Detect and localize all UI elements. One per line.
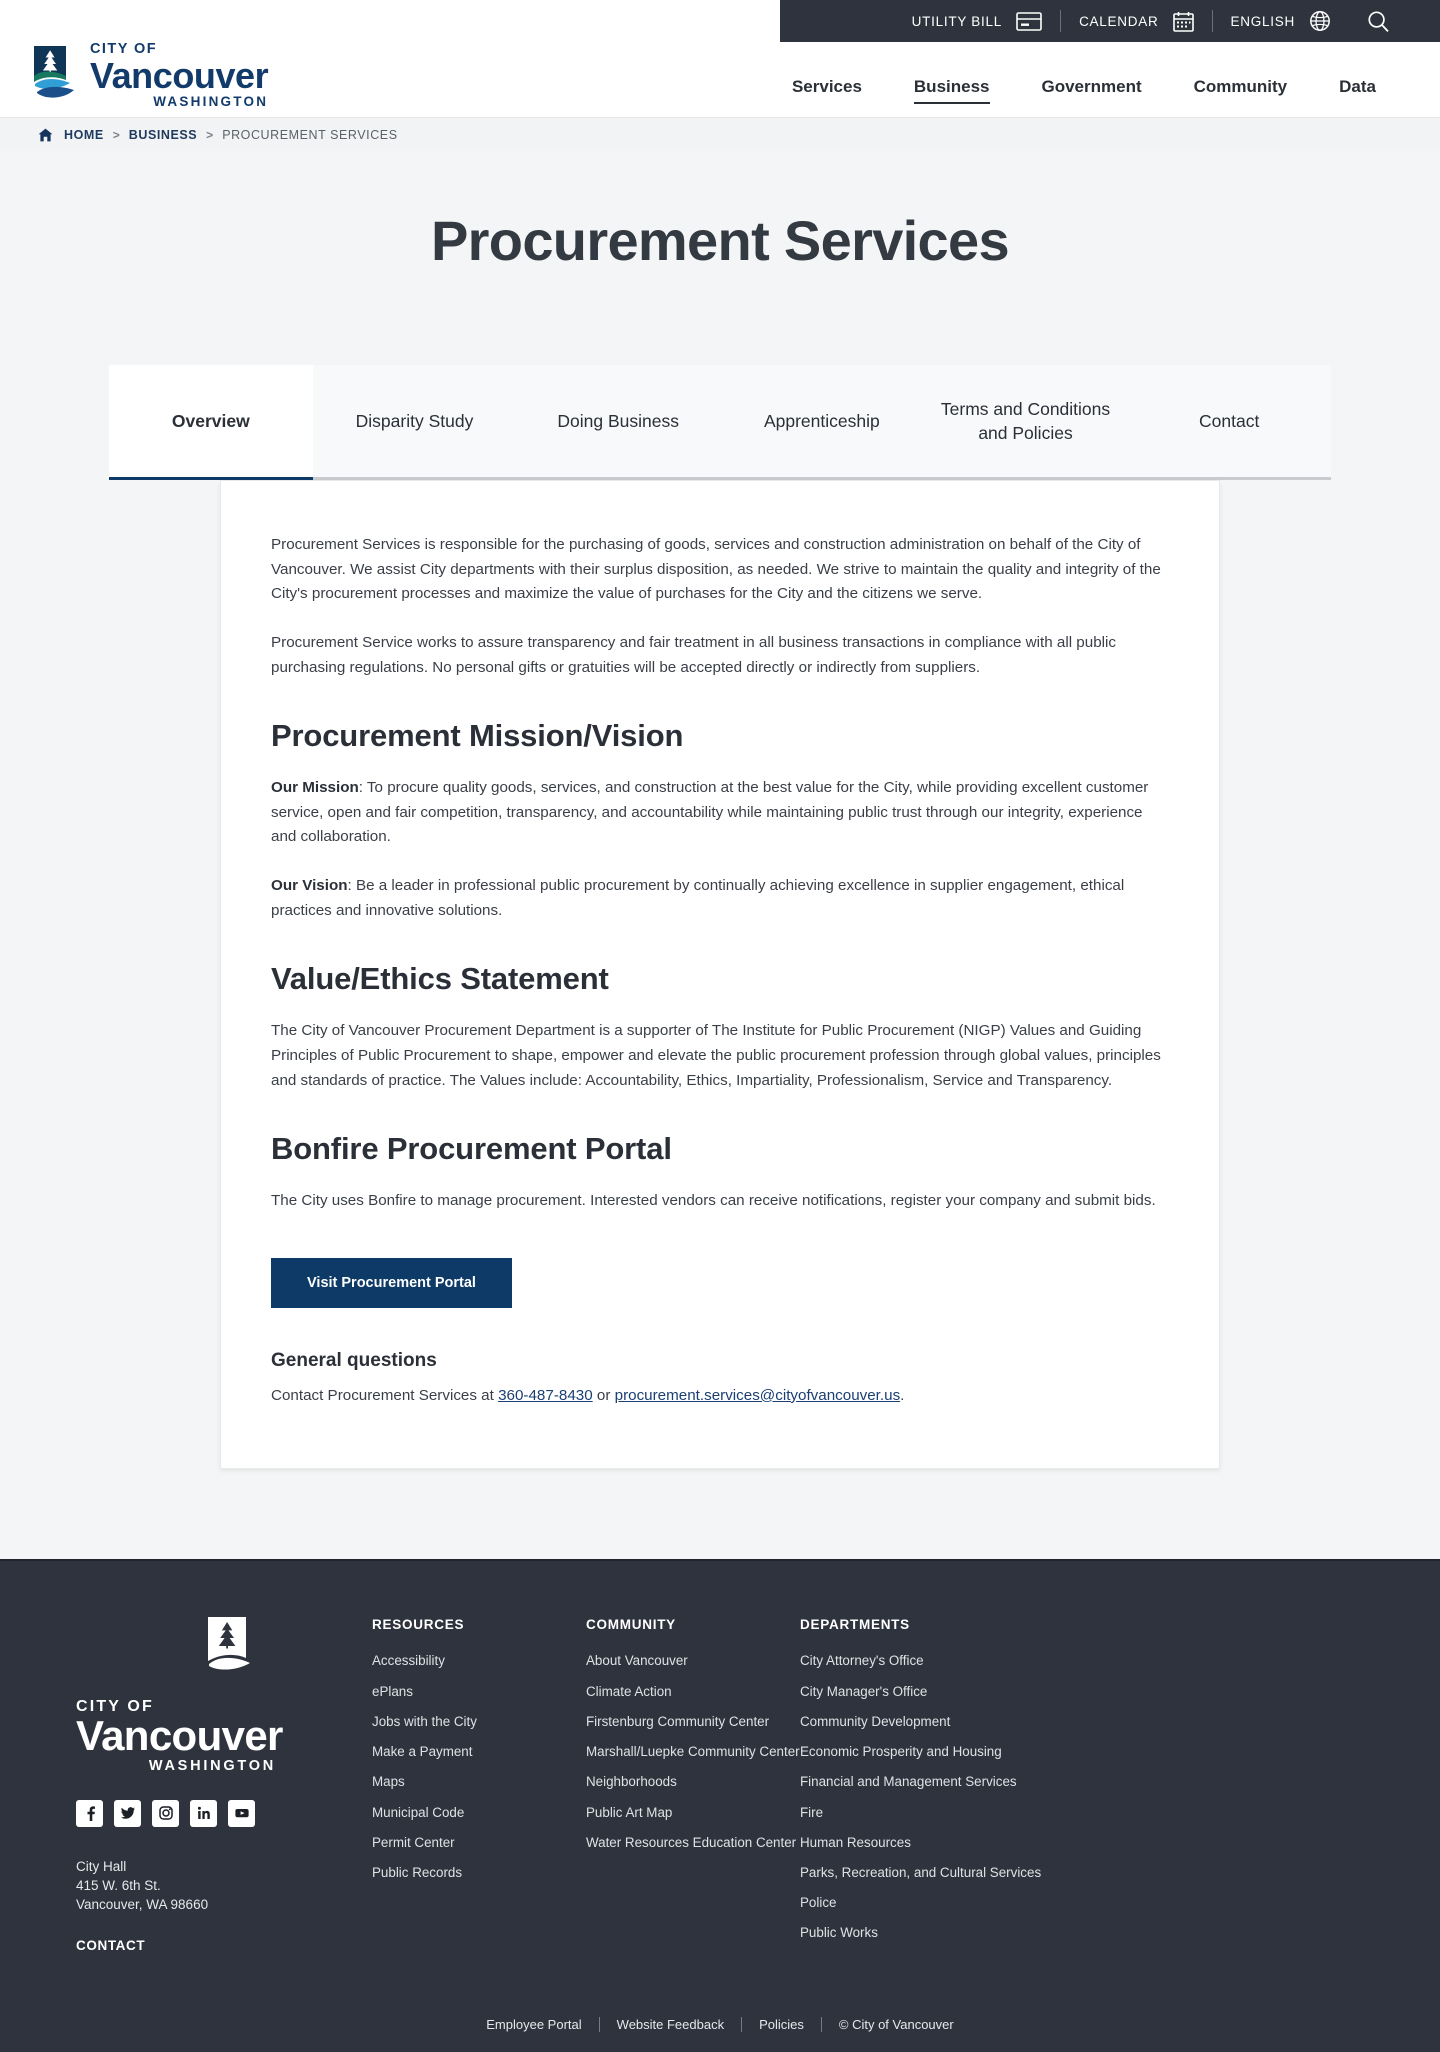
- main-navigation: [766, 71, 1402, 103]
- contact-paragraph: [271, 1384, 1169, 1409]
- footer-link-about-vancouver[interactable]: About Vancouver: [586, 1653, 688, 1669]
- tab-terms-and-conditions-and-policies[interactable]: Terms and Conditions and Policies: [924, 365, 1128, 477]
- nav-item-services[interactable]: Services: [791, 76, 862, 96]
- tab-contact[interactable]: Contact: [1127, 365, 1331, 477]
- breadcrumb-current: PROCUREMENT SERVICES: [222, 127, 398, 142]
- footer-vancouver: Vancouver: [76, 1712, 283, 1760]
- footer-link-marshall-luepke-community-center[interactable]: Marshall/Luepke Community Center: [586, 1744, 800, 1760]
- ethics-paragraph: The City of Vancouver Procurement Department is a supporter of The Institute for Public Procurement (NIGP) Values and Guiding Principles of Public Procurement to shape, empower and elevate the public procurement profession through global values, principles and standards of practice. The Values include: Accountability, Ethics, Impartiality, Professionalism, Service and Transparency.: [271, 1022, 1161, 1089]
- footer-bottom-bar: [0, 1999, 1440, 2052]
- footer-link-parks-recreation-and-cultural-services[interactable]: Parks, Recreation, and Cultural Services: [800, 1865, 1042, 1881]
- footer-link-climate-action[interactable]: Climate Action: [586, 1683, 672, 1699]
- footer-link-accessibility[interactable]: Accessibility: [372, 1653, 445, 1669]
- language-selector[interactable]: [1213, 10, 1349, 32]
- nav-item-data[interactable]: Data: [1339, 76, 1376, 96]
- tab-disparity-study[interactable]: Disparity Study: [313, 365, 517, 477]
- address-line-2: 415 W. 6th St.: [76, 1878, 161, 1894]
- page-hero: [0, 151, 1440, 365]
- bonfire-paragraph: The City uses Bonfire to manage procurement. Interested vendors can receive notifications, register your company and submit bids.: [271, 1192, 1156, 1210]
- social-links: [76, 1800, 372, 1827]
- globe-icon: [1309, 10, 1331, 32]
- footer-link-public-records[interactable]: Public Records: [372, 1865, 463, 1881]
- logo-wordmark: [90, 42, 268, 108]
- footer-link-public-works[interactable]: Public Works: [800, 1925, 878, 1941]
- logo-vancouver: Vancouver: [90, 54, 269, 96]
- utility-items: [894, 10, 1408, 33]
- search-icon: [1367, 10, 1390, 33]
- breadcrumb-separator-2: >: [206, 127, 214, 142]
- footer-link-firstenburg-community-center[interactable]: Firstenburg Community Center: [586, 1713, 770, 1729]
- instagram-icon[interactable]: [152, 1800, 179, 1827]
- footer-washington: WASHINGTON: [148, 1758, 276, 1775]
- footer-address: [76, 1857, 372, 1914]
- nav-item-community[interactable]: Community: [1193, 76, 1288, 96]
- linkedin-icon[interactable]: [190, 1800, 217, 1827]
- search-button[interactable]: [1349, 10, 1408, 33]
- vision-text: : Be a leader in professional public procurement by continually achieving excellence in supplier engagement, ethical practices and innovative solutions.: [271, 877, 1125, 919]
- utility-bill-label: UTILITY BILL: [911, 13, 1003, 29]
- breadcrumb-home[interactable]: HOME: [64, 127, 104, 142]
- footer-column-community: [586, 1617, 800, 1956]
- mission-paragraph: [271, 776, 1169, 850]
- footer-link-make-a-payment[interactable]: Make a Payment: [372, 1744, 473, 1760]
- language-label: ENGLISH: [1230, 13, 1295, 29]
- calendar-icon: [1173, 11, 1194, 32]
- footer-column-resources: [372, 1617, 586, 1956]
- footer-link-municipal-code[interactable]: Municipal Code: [372, 1804, 465, 1820]
- footer-link-police[interactable]: Police: [800, 1895, 837, 1911]
- utility-bill-link[interactable]: [894, 12, 1060, 31]
- utility-bar: [780, 0, 1440, 42]
- footer-link-eplans[interactable]: ePlans: [372, 1683, 413, 1699]
- mission-vision-heading: Procurement Mission/Vision: [271, 718, 684, 754]
- breadcrumb-separator-1: >: [112, 127, 120, 142]
- intro-paragraph-2: Procurement Service works to assure transparency and fair treatment in all business transactions in compliance with all public purchasing regulations. No personal gifts or gratuities will be accepted directly or indirectly from suppliers.: [271, 633, 1116, 676]
- breadcrumb-business[interactable]: BUSINESS: [128, 127, 198, 142]
- calendar-label: CALENDAR: [1079, 13, 1159, 29]
- footer-link-jobs-with-the-city[interactable]: Jobs with the City: [372, 1713, 477, 1729]
- footer-copyright: © City of Vancouver: [838, 2016, 954, 2032]
- footer-brand: [72, 1617, 372, 1956]
- footer-link-city-attorneys-office[interactable]: City Attorney's Office: [800, 1653, 924, 1669]
- contact-phone-link[interactable]: 360-487-8430: [498, 1386, 593, 1404]
- footer-columns: [40, 1617, 1400, 1956]
- footer-bottom-website-feedback[interactable]: Website Feedback: [616, 2016, 725, 2032]
- footer-bottom-employee-portal[interactable]: Employee Portal: [486, 2016, 582, 2032]
- tab-apprenticeship[interactable]: Apprenticeship: [720, 365, 924, 477]
- nav-item-government[interactable]: Government: [1041, 76, 1142, 96]
- youtube-icon[interactable]: [228, 1800, 255, 1827]
- tab-list: [109, 365, 1331, 480]
- logo-washington: WASHINGTON: [153, 94, 269, 110]
- footer-heading-community: COMMUNITY: [586, 1617, 676, 1633]
- content-region: [0, 480, 1440, 1559]
- tab-doing-business[interactable]: Doing Business: [516, 365, 720, 477]
- vancouver-crest-icon: [30, 46, 80, 104]
- site-footer: [0, 1559, 1440, 2051]
- footer-link-human-resources[interactable]: Human Resources: [800, 1834, 911, 1850]
- footer-heading-departments: DEPARTMENTS: [800, 1617, 910, 1633]
- footer-column-departments: [800, 1617, 1070, 1956]
- visit-procurement-portal-button[interactable]: Visit Procurement Portal: [271, 1258, 512, 1308]
- footer-heading-resources: RESOURCES: [372, 1617, 465, 1633]
- footer-link-maps[interactable]: Maps: [372, 1774, 405, 1790]
- footer-bottom-policies[interactable]: Policies: [759, 2016, 804, 2032]
- vision-paragraph: [271, 874, 1169, 923]
- ethics-heading: Value/Ethics Statement: [271, 961, 609, 997]
- footer-link-permit-center[interactable]: Permit Center: [372, 1834, 455, 1850]
- footer-link-neighborhoods[interactable]: Neighborhoods: [586, 1774, 677, 1790]
- nav-item-business[interactable]: Business: [888, 71, 1016, 103]
- twitter-icon[interactable]: [114, 1800, 141, 1827]
- footer-link-financial-and-management-services[interactable]: Financial and Management Services: [800, 1774, 1017, 1790]
- contact-email-link[interactable]: procurement.services@cityofvancouver.us: [614, 1386, 901, 1404]
- footer-wordmark: [76, 1698, 283, 1775]
- general-questions-heading: General questions: [271, 1349, 437, 1371]
- address-line-3: Vancouver, WA 98660: [76, 1897, 209, 1913]
- vision-label: Our Vision: [271, 877, 348, 894]
- site-logo[interactable]: [30, 42, 268, 108]
- footer-city-of: CITY OF: [76, 1698, 154, 1716]
- footer-contact-link[interactable]: CONTACT: [76, 1938, 146, 1954]
- overview-panel: [220, 480, 1220, 1469]
- contact-suffix: .: [900, 1386, 905, 1404]
- mission-label: Our Mission: [271, 779, 359, 797]
- bill-icon: [1016, 12, 1042, 31]
- footer-link-water-resources-education-center[interactable]: Water Resources Education Center: [586, 1834, 797, 1850]
- address-line-1: City Hall: [76, 1858, 127, 1874]
- logo-city-of: CITY OF: [90, 41, 158, 58]
- footer-link-economic-prosperity-and-housing[interactable]: Economic Prosperity and Housing: [800, 1744, 1002, 1760]
- intro-paragraph-1: Procurement Services is responsible for the purchasing of goods, services and construction administration on behalf of the City of Vancouver. We assist City departments with their surplus disposition, as needed. We strive to maintain the quality and integrity of the City's procurement processes and maximize the value of purchases for the City and the citizens we serve.: [271, 536, 1161, 603]
- home-icon[interactable]: [38, 128, 53, 142]
- mission-text: : To procure quality goods, services, and construction at the best value for the City, while providing excellent customer service, open and fair competition, transparency, and accountability while maintaining public trust through our integrity, experience and collaboration.: [271, 779, 1149, 846]
- facebook-icon[interactable]: [76, 1800, 103, 1827]
- footer-link-public-art-map[interactable]: Public Art Map: [586, 1804, 673, 1820]
- footer-link-community-development[interactable]: Community Development: [800, 1713, 951, 1729]
- contact-middle: or: [592, 1386, 615, 1404]
- tabs-region: [0, 365, 1440, 480]
- breadcrumb: [0, 117, 1440, 151]
- page-title: Procurement Services: [431, 209, 1009, 272]
- footer-crest-icon: [191, 1617, 257, 1695]
- tab-overview[interactable]: Overview: [109, 365, 313, 477]
- site-header: [0, 42, 1440, 117]
- calendar-link[interactable]: [1061, 11, 1211, 32]
- contact-prefix: Contact Procurement Services at: [271, 1386, 499, 1404]
- footer-link-fire[interactable]: Fire: [800, 1804, 824, 1820]
- footer-link-city-managers-office[interactable]: City Manager's Office: [800, 1683, 928, 1699]
- bonfire-heading: Bonfire Procurement Portal: [271, 1131, 672, 1167]
